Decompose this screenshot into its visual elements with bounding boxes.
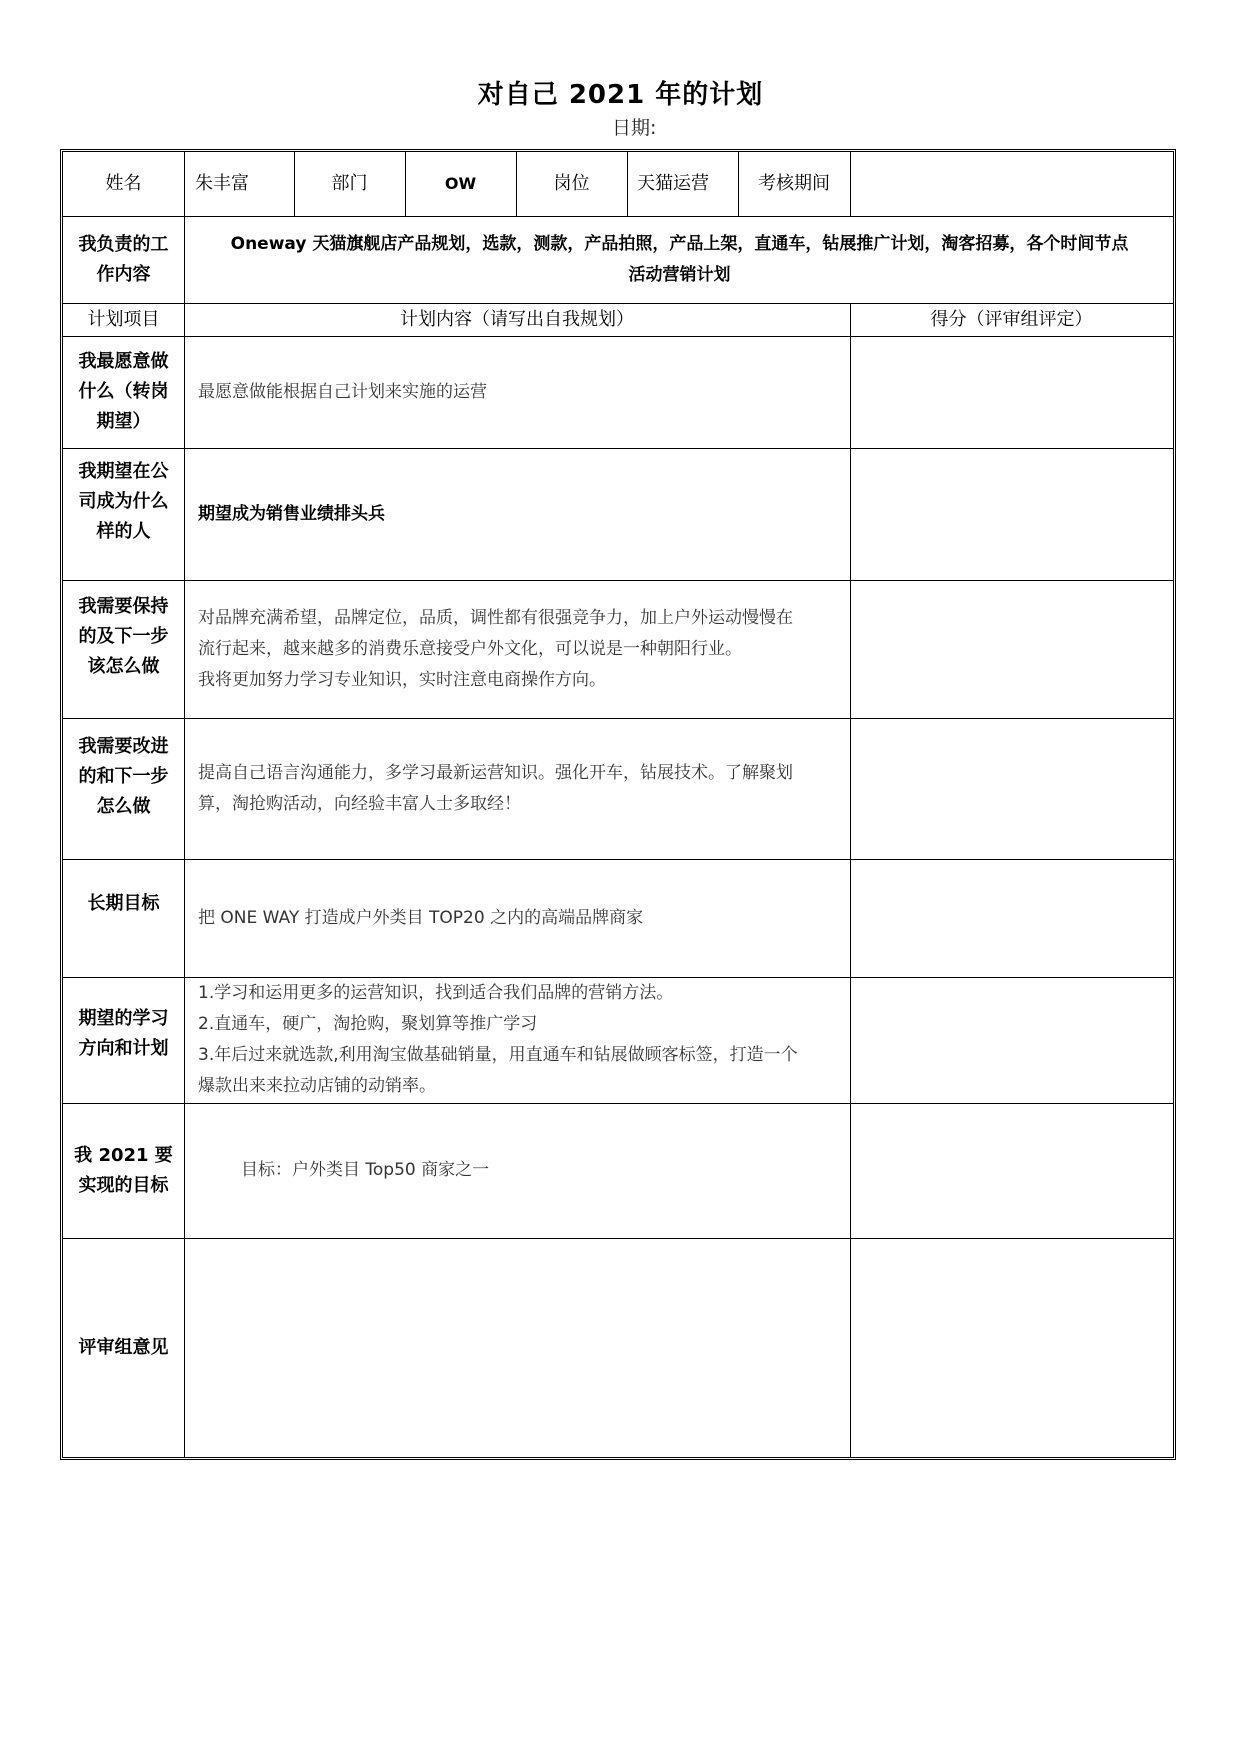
column-divider	[184, 152, 185, 1457]
plan-item-score	[851, 580, 1173, 718]
position-value: 天猫运营	[637, 173, 709, 194]
department-value: OW	[444, 174, 477, 193]
plan-item-label: 我需要改进 的和下一步 怎么做	[78, 735, 169, 817]
duties-content: Oneway 天猫旗舰店产品规划，选款，测款，产品拍照，产品上架，直通车，钻展推广计划，淘客招募，各个时间节点 活动营销计划	[230, 233, 1129, 285]
plan-item-content: 目标：户外类目 Top50 商家之一	[241, 1160, 490, 1180]
name-value: 朱丰富	[195, 173, 249, 194]
plan-item-label: 评审组意见	[78, 1336, 169, 1358]
plan-item-score	[851, 1238, 1173, 1457]
page-title: 对自己 2021 年的计划	[477, 80, 764, 110]
column-header-item: 计划项目	[87, 308, 160, 330]
plan-item-label: 长期目标	[87, 893, 160, 914]
plan-item-content: 把 ONE WAY 打造成户外类目 TOP20 之内的高端品牌商家	[198, 907, 644, 928]
column-divider	[850, 152, 851, 216]
plan-item-content: 最愿意做能根据自己计划来实施的运营	[198, 381, 487, 402]
column-divider	[627, 152, 628, 216]
plan-item-label: 期望的学习 方向和计划	[78, 1008, 169, 1059]
plan-item-content: 对品牌充满希望，品牌定位，品质，调性都有很强竞争力，加上户外运动慢慢在 流行起来，越来越多的消费乐意接受户外文化，可以说是一种朝阳行业。 我将更加努力学习专业知识，实时注意电商操作方向。	[198, 607, 793, 690]
plan-item-label: 我 2021 要 实现的目标	[74, 1144, 173, 1196]
review-period-value	[860, 152, 1173, 216]
plan-item-score	[851, 718, 1173, 859]
duties-label: 我负责的工 作内容	[78, 233, 169, 285]
plan-item-label: 我最愿意做 什么（转岗 期望）	[78, 351, 169, 432]
plan-item-content: 提高自己语言沟通能力，多学习最新运营知识。强化开车，钻展技术。了解聚划 算，淘抢购活动，向经验丰富人士多取经！	[198, 762, 793, 814]
date-label: 日期:	[612, 117, 657, 139]
plan-item-score	[851, 859, 1173, 977]
plan-item-score	[851, 336, 1173, 448]
plan-item-content	[198, 1238, 836, 1457]
plan-item-score	[851, 448, 1173, 580]
plan-item-content: 期望成为销售业绩排头兵	[198, 503, 385, 524]
column-header-content: 计划内容（请写出自我规划）	[400, 308, 634, 330]
review-period-label: 考核期间	[758, 173, 830, 194]
position-label: 岗位	[553, 173, 590, 194]
department-label: 部门	[331, 173, 368, 194]
plan-item-label: 我期望在公 司成为什么 样的人	[78, 461, 169, 542]
plan-item-label: 我需要保持 的及下一步 该怎么做	[78, 596, 169, 677]
name-label: 姓名	[105, 173, 142, 194]
plan-item-score	[851, 977, 1173, 1103]
column-header-score: 得分（评审组评定）	[930, 308, 1093, 330]
plan-item-content: 1.学习和运用更多的运营知识，找到适合我们品牌的营销方法。 2.直通车，硬广，淘抢购，聚划算等推广学习 3.年后过来就选款,利用淘宝做基础销量，用直通车和钻展做顾客标签，打造一个 爆款出来来拉动店铺的动销率。	[198, 983, 798, 1096]
plan-item-score	[851, 1103, 1173, 1238]
